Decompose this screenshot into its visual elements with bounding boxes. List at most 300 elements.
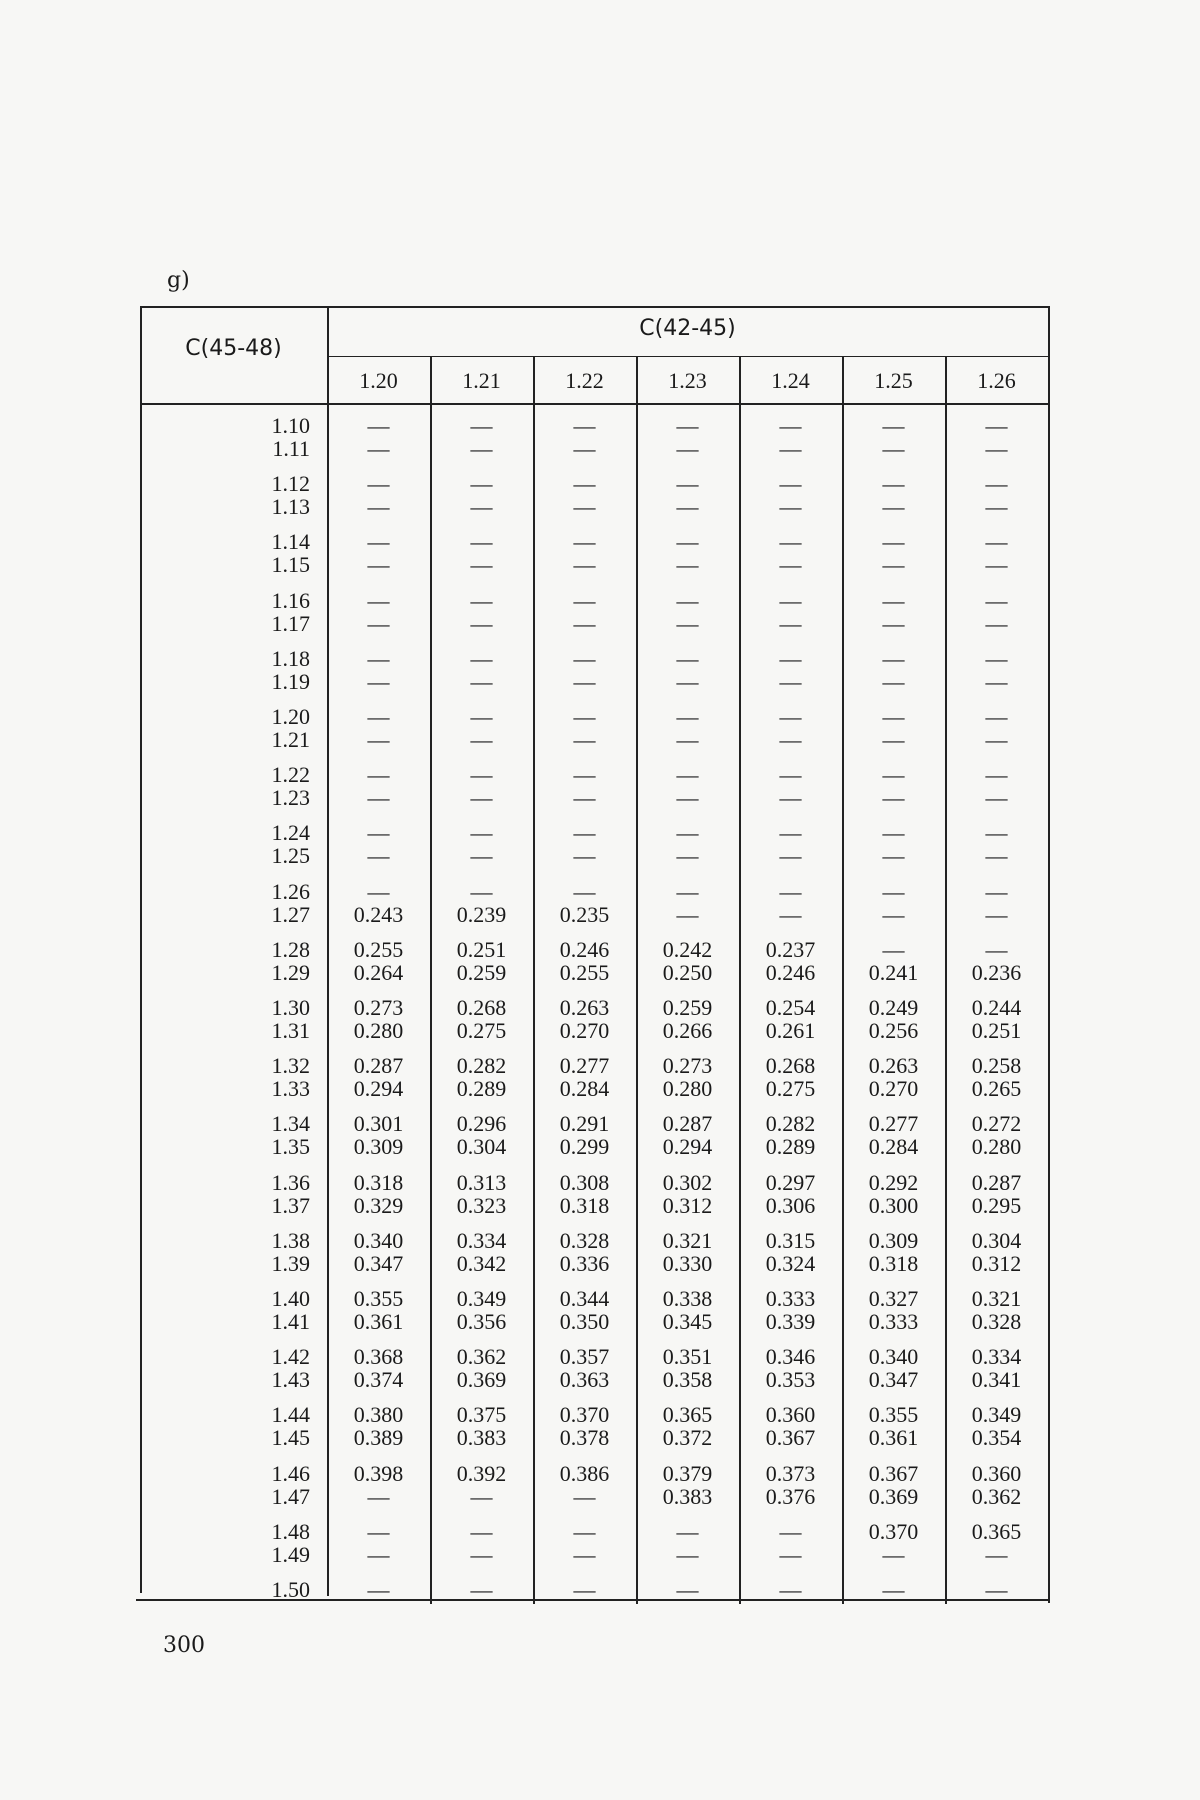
table-cell: 0.340 xyxy=(868,1344,919,1370)
table-cell: — xyxy=(676,1518,699,1544)
table-cell: 0.374 xyxy=(353,1367,404,1393)
row-label: 1.42 xyxy=(271,1344,310,1370)
table-cell: — xyxy=(882,901,905,927)
table-cell: 0.318 xyxy=(559,1192,610,1218)
table-cell: 0.340 xyxy=(353,1227,404,1253)
row-label: 1.12 xyxy=(271,471,310,497)
table-cell: — xyxy=(676,820,699,846)
table-cell: 0.318 xyxy=(868,1250,919,1276)
table-cell: — xyxy=(985,529,1008,555)
table-cell: 0.383 xyxy=(456,1425,507,1451)
table-top-rule xyxy=(140,306,1050,308)
row-label: 1.50 xyxy=(271,1577,310,1602)
table-cell: — xyxy=(573,471,596,497)
table-cell: — xyxy=(367,645,390,671)
table-cell: — xyxy=(676,529,699,555)
table-cell: — xyxy=(779,587,802,613)
table-cell: — xyxy=(470,762,493,788)
table-cell: — xyxy=(367,704,390,729)
table-cell: 0.355 xyxy=(868,1402,919,1428)
table-cell: 0.246 xyxy=(559,936,610,962)
table-cell: — xyxy=(676,704,699,729)
table-cell: — xyxy=(573,878,596,904)
table-cell: 0.270 xyxy=(868,1076,919,1102)
table-cell: — xyxy=(676,1577,699,1602)
table-cell: — xyxy=(779,1577,802,1602)
table-cell: — xyxy=(573,494,596,520)
table-cell: 0.268 xyxy=(456,995,507,1020)
table-cell: 0.244 xyxy=(971,995,1022,1020)
table-cell: 0.334 xyxy=(456,1227,507,1253)
table-cell: 0.239 xyxy=(456,901,507,927)
table-cell: 0.297 xyxy=(765,1169,816,1195)
row-label: 1.22 xyxy=(271,762,310,788)
table-cell: 0.318 xyxy=(353,1169,404,1195)
table-cell: — xyxy=(676,843,699,869)
table-cell: 0.250 xyxy=(662,959,713,985)
row-label: 1.15 xyxy=(271,552,310,578)
table-cell: 0.256 xyxy=(868,1018,919,1043)
table-cell: 0.361 xyxy=(353,1309,404,1334)
row-label: 1.29 xyxy=(271,959,310,985)
row-label: 1.24 xyxy=(271,820,310,846)
table-cell: — xyxy=(573,762,596,788)
table-cell: — xyxy=(573,436,596,461)
table-cell: 0.356 xyxy=(456,1309,507,1334)
table-cell: 0.378 xyxy=(559,1425,610,1451)
table-cell: — xyxy=(779,901,802,927)
table-cell: — xyxy=(676,645,699,671)
table-cell: 0.296 xyxy=(456,1111,507,1137)
table-cell: — xyxy=(676,1541,699,1567)
table-cell: — xyxy=(985,1541,1008,1567)
table-cell: 0.282 xyxy=(765,1111,816,1137)
table-cell: 0.287 xyxy=(353,1053,404,1079)
table-cell: — xyxy=(882,785,905,811)
table-cell: — xyxy=(676,436,699,461)
row-label: 1.10 xyxy=(271,413,310,438)
row-label: 1.31 xyxy=(271,1018,310,1043)
table-cell: — xyxy=(676,587,699,613)
table-cell: — xyxy=(470,494,493,520)
table-cell: — xyxy=(573,1541,596,1567)
table-cell: — xyxy=(882,610,905,636)
table-cell: — xyxy=(779,552,802,578)
table-cell: — xyxy=(985,843,1008,869)
table-cell: — xyxy=(985,668,1008,694)
table-cell: — xyxy=(985,785,1008,811)
table-cell: — xyxy=(985,901,1008,927)
row-label: 1.13 xyxy=(271,494,310,520)
table-cell: — xyxy=(779,820,802,846)
table-cell: — xyxy=(367,587,390,613)
column-header: 1.22 xyxy=(565,368,604,393)
table-cell: 0.342 xyxy=(456,1250,507,1276)
table-cell: 0.327 xyxy=(868,1286,919,1311)
table-cell: — xyxy=(676,762,699,788)
table-cell: — xyxy=(367,1518,390,1544)
row-label: 1.33 xyxy=(271,1076,310,1102)
row-label: 1.26 xyxy=(271,878,310,904)
table-cell: 0.273 xyxy=(353,995,404,1020)
table-cell: 0.254 xyxy=(765,995,816,1020)
table-cell: — xyxy=(985,704,1008,729)
table-cell: — xyxy=(882,936,905,962)
table-cell: 0.251 xyxy=(456,936,507,962)
table-cell: — xyxy=(367,471,390,497)
table-cell: — xyxy=(573,645,596,671)
table-cell: 0.346 xyxy=(765,1344,816,1370)
table-cell: — xyxy=(779,1541,802,1567)
table-cell: — xyxy=(470,1577,493,1602)
table-cell: 0.321 xyxy=(971,1286,1022,1311)
table-cell: — xyxy=(470,820,493,846)
table-cell: — xyxy=(882,668,905,694)
table-cell: — xyxy=(367,436,390,461)
table-cell: 0.355 xyxy=(353,1286,404,1311)
table-cell: 0.249 xyxy=(868,995,919,1020)
table-cell: 0.237 xyxy=(765,936,816,962)
table-cell: 0.330 xyxy=(662,1250,713,1276)
table-cell: — xyxy=(367,668,390,694)
table-cell: 0.361 xyxy=(868,1425,919,1451)
table-cell: 0.328 xyxy=(971,1309,1022,1334)
table-cell: 0.360 xyxy=(971,1460,1022,1486)
table-cell: 0.265 xyxy=(971,1076,1022,1102)
table-cell: — xyxy=(882,1541,905,1567)
table-cell: — xyxy=(573,1577,596,1602)
table-cell: 0.258 xyxy=(971,1053,1022,1079)
table-cell: 0.270 xyxy=(559,1018,610,1043)
table-cell: 0.362 xyxy=(971,1483,1022,1509)
table-cell: — xyxy=(882,727,905,752)
row-label: 1.40 xyxy=(271,1286,310,1311)
table-cell: 0.338 xyxy=(662,1286,713,1311)
table-cell: 0.259 xyxy=(456,959,507,985)
table-cell: 0.347 xyxy=(353,1250,404,1276)
table-cell: 0.333 xyxy=(868,1309,919,1334)
table-cell: — xyxy=(470,668,493,694)
table-cell: — xyxy=(779,610,802,636)
table-cell: 0.323 xyxy=(456,1192,507,1218)
table-cell: 0.349 xyxy=(971,1402,1022,1428)
table-cell: — xyxy=(779,413,802,438)
table-cell: — xyxy=(470,1518,493,1544)
table-cell: — xyxy=(367,610,390,636)
table-cell: — xyxy=(573,610,596,636)
table-cell: 0.347 xyxy=(868,1367,919,1393)
table-cell: — xyxy=(470,587,493,613)
table-cell: 0.277 xyxy=(868,1111,919,1137)
row-label: 1.36 xyxy=(271,1169,310,1195)
table-cell: — xyxy=(985,494,1008,520)
column-header: 1.24 xyxy=(771,368,810,393)
row-label: 1.32 xyxy=(271,1053,310,1079)
table-cell: 0.334 xyxy=(971,1344,1022,1370)
table-cell: 0.273 xyxy=(662,1053,713,1079)
table-cell: 0.349 xyxy=(456,1286,507,1311)
table-cell: 0.315 xyxy=(765,1227,816,1253)
table-cell: 0.321 xyxy=(662,1227,713,1253)
table-cell: — xyxy=(470,529,493,555)
table-cell: — xyxy=(367,413,390,438)
table-cell: 0.304 xyxy=(456,1134,507,1160)
table-cell: 0.376 xyxy=(765,1483,816,1509)
table-cell: — xyxy=(573,785,596,811)
page-number: 300 xyxy=(163,1633,205,1658)
table-cell: — xyxy=(470,471,493,497)
table-cell: — xyxy=(676,878,699,904)
table-cell: — xyxy=(676,471,699,497)
table-cell: — xyxy=(367,820,390,846)
table-cell: 0.282 xyxy=(456,1053,507,1079)
table-cell: 0.365 xyxy=(662,1402,713,1428)
row-label: 1.43 xyxy=(271,1367,310,1393)
table-cell: 0.360 xyxy=(765,1402,816,1428)
table-cell: — xyxy=(367,552,390,578)
table-cell: — xyxy=(470,413,493,438)
table-cell: 0.261 xyxy=(765,1018,816,1043)
table-cell: — xyxy=(367,785,390,811)
table-cell: 0.295 xyxy=(971,1192,1022,1218)
table-cell: — xyxy=(676,494,699,520)
table-cell: — xyxy=(367,494,390,520)
table-cell: 0.264 xyxy=(353,959,404,985)
table-cell: — xyxy=(367,1541,390,1567)
table-cell: — xyxy=(470,785,493,811)
table-cell: 0.365 xyxy=(971,1518,1022,1544)
table-cell: 0.351 xyxy=(662,1344,713,1370)
table-cell: 0.280 xyxy=(971,1134,1022,1160)
table-cell: 0.344 xyxy=(559,1286,610,1311)
table-cell: — xyxy=(470,610,493,636)
table-cell: 0.369 xyxy=(456,1367,507,1393)
row-label: 1.16 xyxy=(271,587,310,613)
table-cell: 0.367 xyxy=(868,1460,919,1486)
table-cell: — xyxy=(779,645,802,671)
table-cell: — xyxy=(882,704,905,729)
row-label: 1.44 xyxy=(271,1402,310,1428)
table-cell: — xyxy=(882,494,905,520)
table-cell: 0.372 xyxy=(662,1425,713,1451)
table-cell: 0.379 xyxy=(662,1460,713,1486)
table-cell: — xyxy=(985,878,1008,904)
table-cell: — xyxy=(573,552,596,578)
table-cell: — xyxy=(779,704,802,729)
table-cell: — xyxy=(882,762,905,788)
table-cell: — xyxy=(779,529,802,555)
table-cell: — xyxy=(779,668,802,694)
table-cell: — xyxy=(985,1577,1008,1602)
table-cell: — xyxy=(779,727,802,752)
row-label: 1.30 xyxy=(271,995,310,1020)
table-cell: 0.268 xyxy=(765,1053,816,1079)
table-cell: 0.242 xyxy=(662,936,713,962)
table-cell: — xyxy=(985,552,1008,578)
table-cell: — xyxy=(985,587,1008,613)
row-label: 1.11 xyxy=(272,436,310,461)
table-cell: 0.275 xyxy=(456,1018,507,1043)
table-cell: 0.255 xyxy=(353,936,404,962)
table-cell: 0.235 xyxy=(559,901,610,927)
table-cell: 0.308 xyxy=(559,1169,610,1195)
table-cell: — xyxy=(573,820,596,846)
table-cell: — xyxy=(882,878,905,904)
table-cell: — xyxy=(779,762,802,788)
table-cell: 0.370 xyxy=(868,1518,919,1544)
table-cell: 0.392 xyxy=(456,1460,507,1486)
row-label: 1.38 xyxy=(271,1227,310,1253)
table-cell: — xyxy=(573,727,596,752)
table-right-rule xyxy=(1048,306,1050,1603)
table-cell: 0.280 xyxy=(662,1076,713,1102)
row-label: 1.23 xyxy=(271,785,310,811)
table-cell: 0.277 xyxy=(559,1053,610,1079)
table-cell: 0.259 xyxy=(662,995,713,1020)
row-label: 1.19 xyxy=(271,668,310,694)
table-cell: — xyxy=(985,436,1008,461)
table-cell: — xyxy=(573,413,596,438)
table-cell: 0.329 xyxy=(353,1192,404,1218)
table-cell: 0.287 xyxy=(662,1111,713,1137)
table-cell: 0.241 xyxy=(868,959,919,985)
table-cell: — xyxy=(470,727,493,752)
table-cell: — xyxy=(985,936,1008,962)
table-cell: 0.357 xyxy=(559,1344,610,1370)
table-cell: 0.341 xyxy=(971,1367,1022,1393)
table-cell: — xyxy=(882,587,905,613)
table-cell: 0.336 xyxy=(559,1250,610,1276)
table-cell: — xyxy=(470,704,493,729)
table-cell: — xyxy=(573,843,596,869)
table-cell: — xyxy=(882,552,905,578)
table-cell: 0.302 xyxy=(662,1169,713,1195)
table-cell: 0.324 xyxy=(765,1250,816,1276)
table-cell: 0.313 xyxy=(456,1169,507,1195)
table-cell: 0.272 xyxy=(971,1111,1022,1137)
column-header: 1.20 xyxy=(359,368,398,393)
table-cell: 0.367 xyxy=(765,1425,816,1451)
row-label: 1.46 xyxy=(271,1460,310,1486)
table-cell: 0.368 xyxy=(353,1344,404,1370)
table-cell: — xyxy=(985,610,1008,636)
table-cell: — xyxy=(676,668,699,694)
table-cell: — xyxy=(367,1577,390,1602)
row-label: 1.48 xyxy=(271,1518,310,1544)
table-cell: — xyxy=(676,785,699,811)
table-cell: — xyxy=(985,413,1008,438)
row-label: 1.34 xyxy=(271,1111,310,1137)
table-cell: — xyxy=(573,587,596,613)
column-group-header: C(42-45) xyxy=(639,316,736,341)
row-label: 1.49 xyxy=(271,1541,310,1567)
table-cell: — xyxy=(779,494,802,520)
table-cell: 0.289 xyxy=(765,1134,816,1160)
row-label: 1.41 xyxy=(271,1309,310,1334)
table-cell: — xyxy=(779,471,802,497)
table-cell: — xyxy=(882,820,905,846)
table-cell: 0.266 xyxy=(662,1018,713,1043)
table-cell: 0.236 xyxy=(971,959,1022,985)
table-cell: — xyxy=(779,436,802,461)
table-cell: — xyxy=(882,645,905,671)
table-cell: — xyxy=(985,727,1008,752)
table-cell: 0.339 xyxy=(765,1309,816,1334)
row-label: 1.21 xyxy=(271,727,310,752)
table-cell: — xyxy=(470,1483,493,1509)
row-label: 1.18 xyxy=(271,645,310,671)
table-cell: — xyxy=(470,436,493,461)
table-cell: — xyxy=(470,552,493,578)
table-cell: 0.263 xyxy=(559,995,610,1020)
table-cell: 0.287 xyxy=(971,1169,1022,1195)
table-cell: — xyxy=(882,413,905,438)
row-label: 1.28 xyxy=(271,936,310,962)
row-label: 1.25 xyxy=(271,843,310,869)
table-cell: 0.300 xyxy=(868,1192,919,1218)
table-cell: — xyxy=(779,785,802,811)
table-cell: 0.373 xyxy=(765,1460,816,1486)
table-cell: — xyxy=(676,901,699,927)
table-cell: — xyxy=(779,1518,802,1544)
table-cell: — xyxy=(367,529,390,555)
data-table xyxy=(140,306,1050,1603)
table-cell: 0.353 xyxy=(765,1367,816,1393)
table-cell: 0.292 xyxy=(868,1169,919,1195)
table-cell: 0.263 xyxy=(868,1053,919,1079)
table-cell: — xyxy=(573,1518,596,1544)
table-cell: 0.328 xyxy=(559,1227,610,1253)
row-label: 1.27 xyxy=(271,901,310,927)
table-cell: 0.243 xyxy=(353,901,404,927)
table-cell: — xyxy=(573,529,596,555)
table-cell: 0.312 xyxy=(662,1192,713,1218)
row-header: C(45-48) xyxy=(185,336,282,361)
column-header: 1.26 xyxy=(977,368,1016,393)
table-cell: — xyxy=(367,762,390,788)
table-cell: — xyxy=(985,820,1008,846)
table-cell: — xyxy=(676,413,699,438)
table-cell: 0.289 xyxy=(456,1076,507,1102)
table-cell: 0.306 xyxy=(765,1192,816,1218)
table-cell: — xyxy=(985,471,1008,497)
table-cell: — xyxy=(985,762,1008,788)
table-cell: 0.389 xyxy=(353,1425,404,1451)
table-cell: 0.246 xyxy=(765,959,816,985)
table-cell: 0.358 xyxy=(662,1367,713,1393)
table-cell: 0.280 xyxy=(353,1018,404,1043)
table-cell: — xyxy=(779,843,802,869)
table-cell: — xyxy=(676,610,699,636)
table-cell: — xyxy=(985,645,1008,671)
table-cell: 0.375 xyxy=(456,1402,507,1428)
table-cell: 0.284 xyxy=(559,1076,610,1102)
table-cell: 0.284 xyxy=(868,1134,919,1160)
table-cell: — xyxy=(470,645,493,671)
table-cell: 0.354 xyxy=(971,1425,1022,1451)
table-cell: — xyxy=(470,1541,493,1567)
table-cell: 0.370 xyxy=(559,1402,610,1428)
table-cell: 0.309 xyxy=(868,1227,919,1253)
table-cell: 0.304 xyxy=(971,1227,1022,1253)
section-label: g) xyxy=(167,268,190,293)
table-cell: 0.255 xyxy=(559,959,610,985)
row-label: 1.35 xyxy=(271,1134,310,1160)
table-cell: — xyxy=(882,843,905,869)
table-cell: — xyxy=(367,878,390,904)
table-cell: 0.275 xyxy=(765,1076,816,1102)
table-cell: — xyxy=(470,843,493,869)
